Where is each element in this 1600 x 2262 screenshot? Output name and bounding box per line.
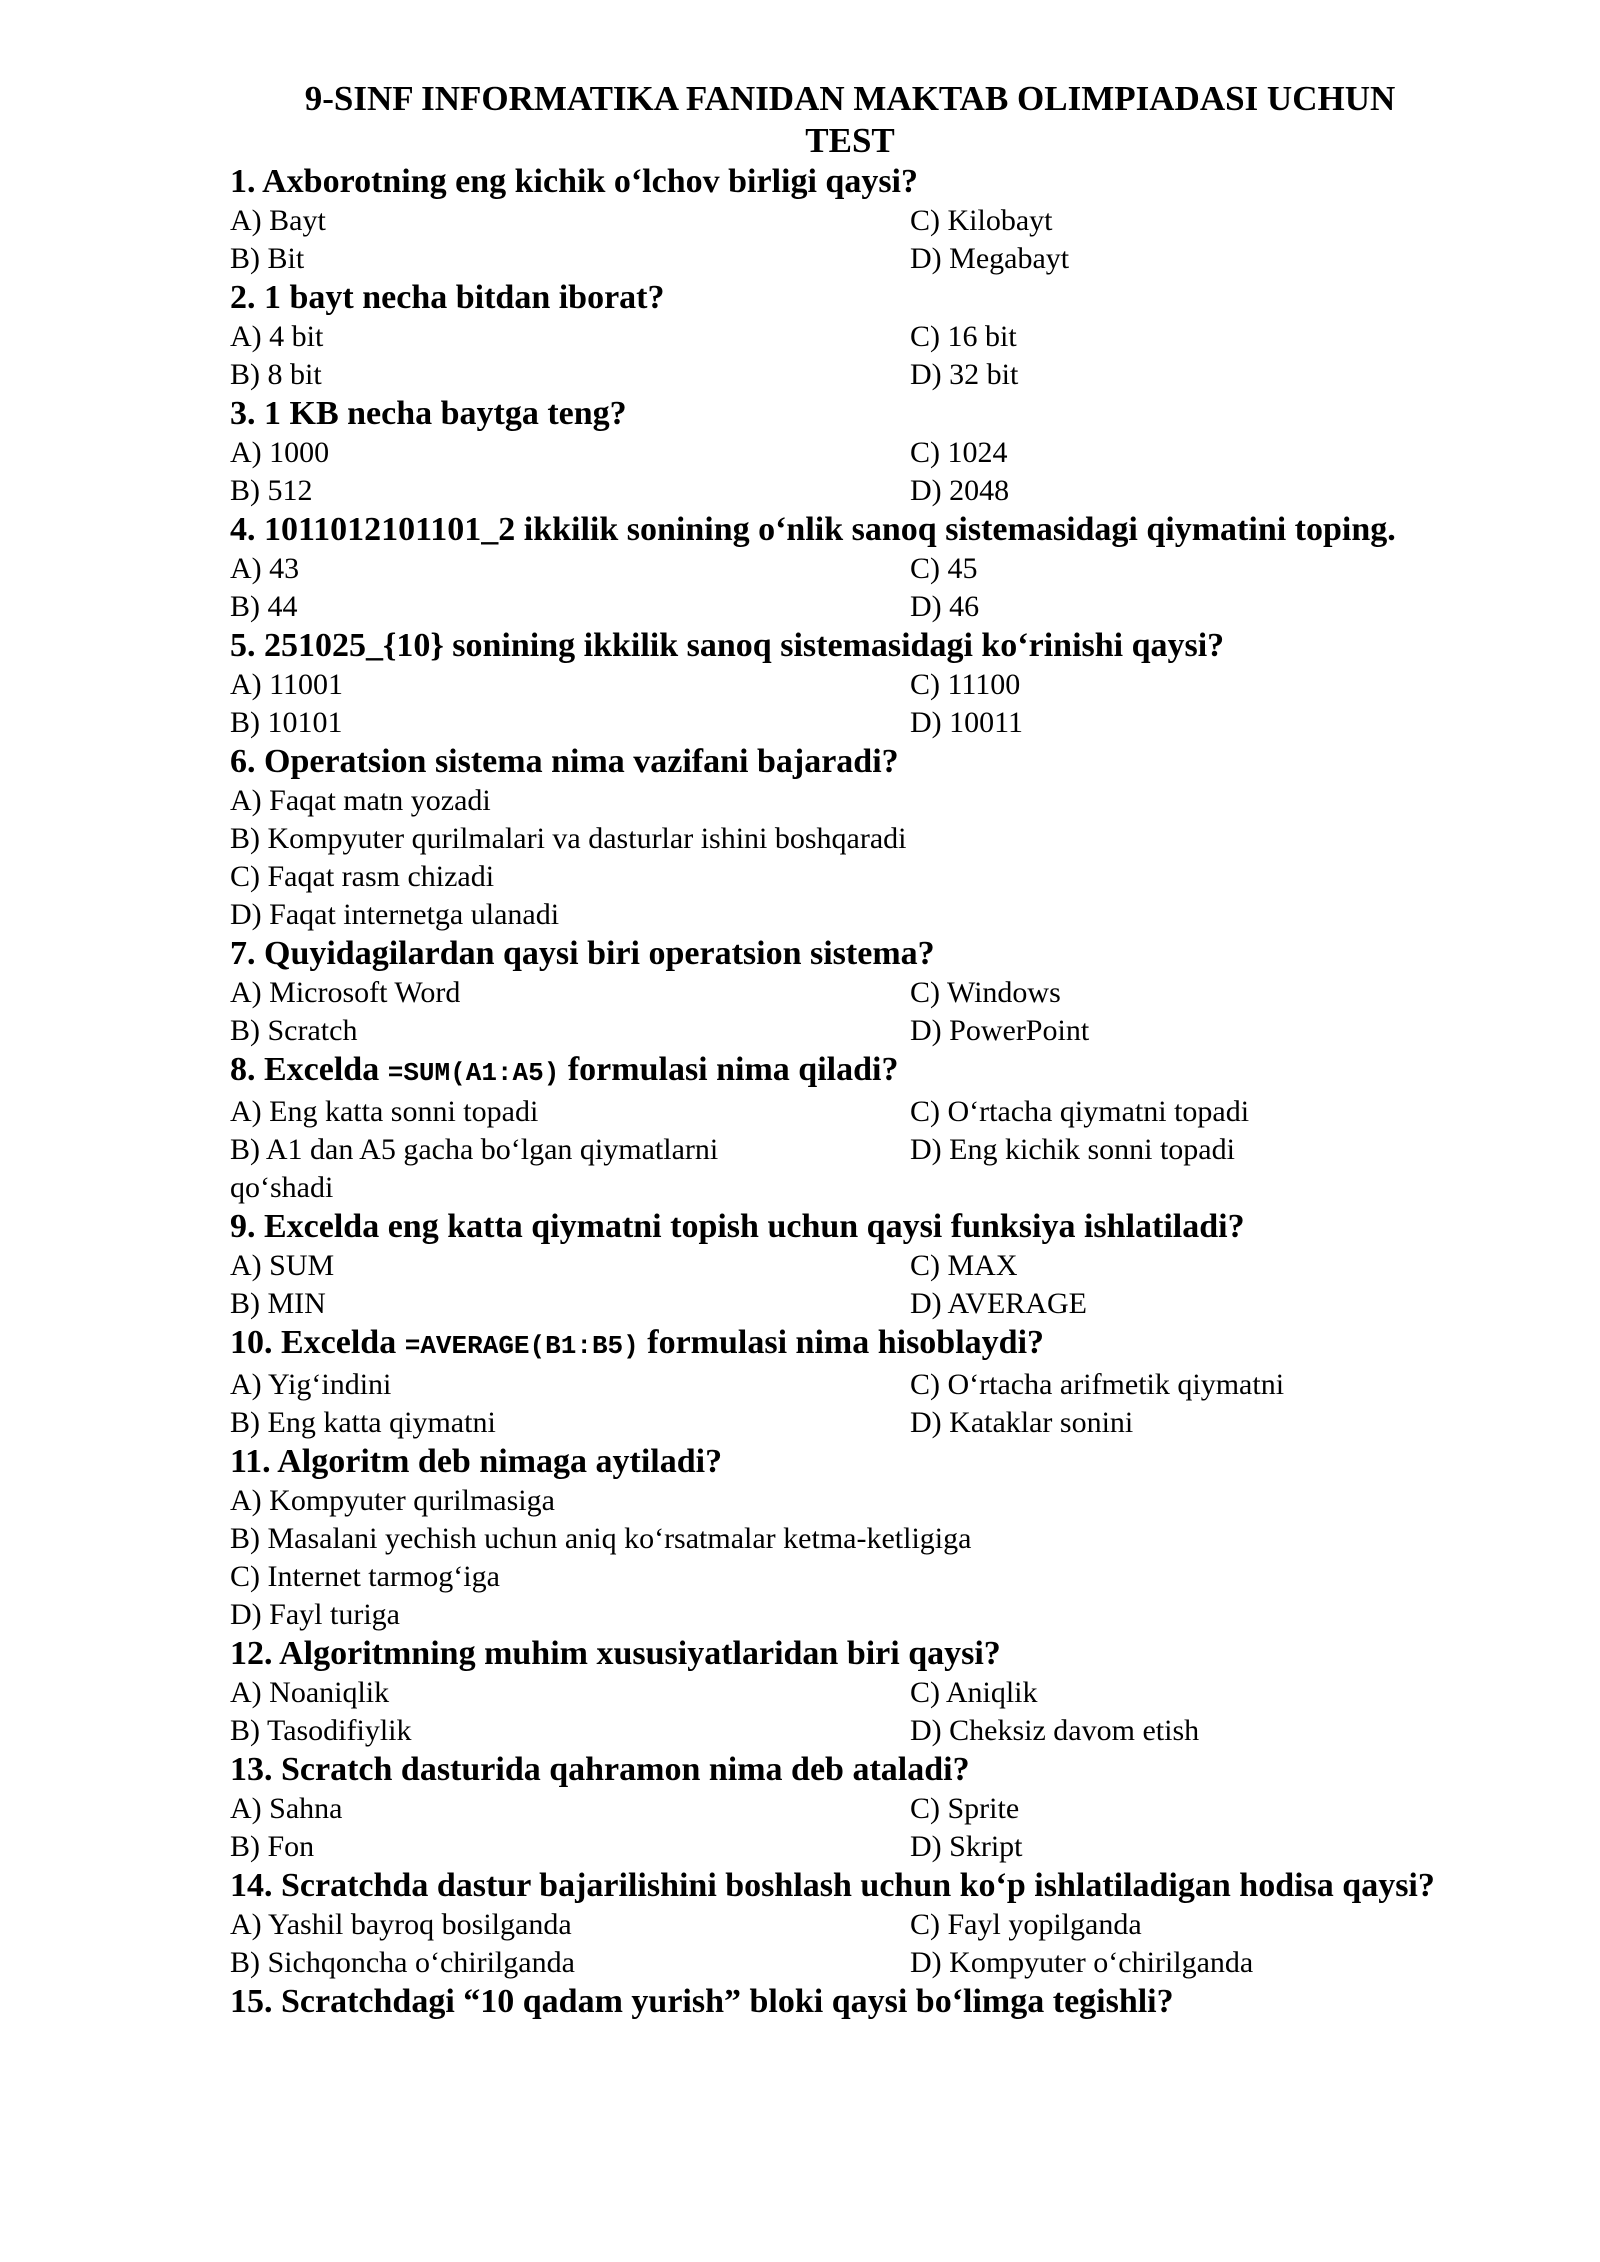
option: D) Skript	[910, 1830, 1023, 1863]
option: B) Tasodifiylik	[230, 1714, 412, 1747]
question-7: 7. Quyidagilardan qaysi biri operatsion sistema?	[230, 935, 935, 972]
option: B) Masalani yechish uchun aniq ko‘rsatmalar ketma-ketligiga	[230, 1522, 972, 1555]
option: A) Kompyuter qurilmasiga	[230, 1484, 555, 1517]
option: C) O‘rtacha arifmetik qiymatni	[910, 1368, 1285, 1401]
option: A) Bayt	[230, 204, 326, 237]
option: D) Kompyuter o‘chirilganda	[910, 1946, 1254, 1979]
option: A) Sahna	[230, 1792, 343, 1825]
option: C) Aniqlik	[910, 1676, 1038, 1709]
option: C) Sprite	[910, 1792, 1020, 1825]
options-5	[230, 666, 1500, 742]
question-4: 4. 1011012101101_2 ikkilik sonining o‘nlik sanoq sistemasidagi qiymatini toping.	[230, 511, 1396, 548]
option: D) Faqat internetga ulanadi	[230, 898, 560, 931]
options-4	[230, 550, 1500, 626]
option: A) Yig‘indini	[230, 1368, 392, 1401]
option: B) MIN	[230, 1287, 326, 1320]
option: D) PowerPoint	[910, 1014, 1090, 1047]
question-15: 15. Scratchdagi “10 qadam yurish” bloki qaysi bo‘limga tegishli?	[230, 1983, 1174, 2020]
options-10	[230, 1366, 1500, 1442]
option: A) Faqat matn yozadi	[230, 784, 491, 817]
option: C) 1024	[910, 436, 1008, 469]
options-9	[230, 1247, 1500, 1323]
options-12	[230, 1674, 1500, 1750]
option: D) Megabayt	[910, 242, 1070, 275]
question-12: 12. Algoritmning muhim xususiyatlaridan biri qaysi?	[230, 1635, 1001, 1672]
option: B) Bit	[230, 242, 305, 275]
option: D) Kataklar sonini	[910, 1406, 1134, 1439]
title-line-1: 9-SINF INFORMATIKA FANIDAN MAKTAB OLIMPIADASI UCHUN	[304, 79, 1396, 118]
options-1	[230, 202, 1500, 278]
options-14	[230, 1906, 1500, 1982]
option: C) MAX	[910, 1249, 1018, 1282]
question-6: 6. Operatsion sistema nima vazifani bajaradi?	[230, 743, 899, 780]
options-6	[230, 782, 1500, 934]
option: C) Faqat rasm chizadi	[230, 860, 495, 893]
title-line-2: TEST	[805, 121, 895, 160]
option: A) SUM	[230, 1249, 335, 1282]
option: C) Internet tarmog‘iga	[230, 1560, 500, 1593]
question-3: 3. 1 KB necha baytga teng?	[230, 395, 627, 432]
option: C) Windows	[910, 976, 1061, 1009]
option: B) 512	[230, 474, 313, 507]
question-8	[230, 1050, 1500, 1093]
question-5: 5. 251025_{10} sonining ikkilik sanoq sistemasidagi ko‘rinishi qaysi?	[230, 627, 1225, 664]
question-text: 10. Excelda	[230, 1324, 405, 1361]
option: D) 2048	[910, 474, 1010, 507]
option: B) Sichqoncha o‘chirilganda	[230, 1946, 575, 1979]
option: B) 44	[230, 590, 298, 623]
question-10	[230, 1323, 1500, 1366]
question-text: formulasi nima qiladi?	[559, 1051, 899, 1088]
option: B) 10101	[230, 706, 343, 739]
options-11	[230, 1482, 1500, 1634]
option: D) 32 bit	[910, 358, 1019, 391]
option: A) 1000	[230, 436, 330, 469]
option: B) 8 bit	[230, 358, 322, 391]
option: A) Microsoft Word	[230, 976, 461, 1009]
options-13	[230, 1790, 1500, 1866]
question-13: 13. Scratch dasturida qahramon nima deb ataladi?	[230, 1751, 970, 1788]
option: C) 11100	[910, 668, 1021, 701]
option: A) Noaniqlik	[230, 1676, 390, 1709]
option: A) 4 bit	[230, 320, 324, 353]
test-document	[230, 78, 1500, 2022]
option: B) Scratch	[230, 1014, 358, 1047]
option: C) 16 bit	[910, 320, 1017, 353]
question-2: 2. 1 bayt necha bitdan iborat?	[230, 279, 665, 316]
question-text: 8. Excelda	[230, 1051, 388, 1088]
option: B) Eng katta qiymatni	[230, 1406, 496, 1439]
option: A) 43	[230, 552, 300, 585]
option: B) Fon	[230, 1830, 315, 1863]
formula-code: =SUM(A1:A5)	[387, 1058, 560, 1088]
formula-code: =AVERAGE(B1:B5)	[404, 1331, 639, 1361]
option: D) Cheksiz davom etish	[910, 1714, 1200, 1747]
option: D) Fayl turiga	[230, 1598, 400, 1631]
question-9: 9. Excelda eng katta qiymatni topish uchun qaysi funksiya ishlatiladi?	[230, 1208, 1245, 1245]
option: A) Yashil bayroq bosilganda	[230, 1908, 572, 1941]
document-title	[230, 78, 1470, 162]
option: D) 10011	[910, 706, 1024, 739]
option: A) 11001	[230, 668, 344, 701]
option: B) Kompyuter qurilmalari va dasturlar ishini boshqaradi	[230, 822, 907, 855]
option: C) O‘rtacha qiymatni topadi	[910, 1095, 1250, 1128]
option: C) Kilobayt	[910, 204, 1053, 237]
option: C) 45	[910, 552, 978, 585]
options-3	[230, 434, 1500, 510]
question-text: formulasi nima hisoblaydi?	[638, 1324, 1045, 1361]
question-14: 14. Scratchda dastur bajarilishini boshlash uchun ko‘p ishlatiladigan hodisa qaysi?	[230, 1867, 1435, 1904]
question-1: 1. Axborotning eng kichik o‘lchov birligi qaysi?	[230, 163, 919, 200]
options-8	[230, 1093, 1500, 1207]
options-7	[230, 974, 1500, 1050]
options-2	[230, 318, 1500, 394]
option: A) Eng katta sonni topadi	[230, 1095, 539, 1128]
option: B) A1 dan A5 gacha bo‘lgan qiymatlarni qo‘shadi	[230, 1133, 719, 1204]
question-11: 11. Algoritm deb nimaga aytiladi?	[230, 1443, 723, 1480]
option: D) 46	[910, 590, 980, 623]
option: D) Eng kichik sonni topadi	[910, 1133, 1235, 1166]
option: D) AVERAGE	[910, 1287, 1087, 1320]
option: C) Fayl yopilganda	[910, 1908, 1142, 1941]
